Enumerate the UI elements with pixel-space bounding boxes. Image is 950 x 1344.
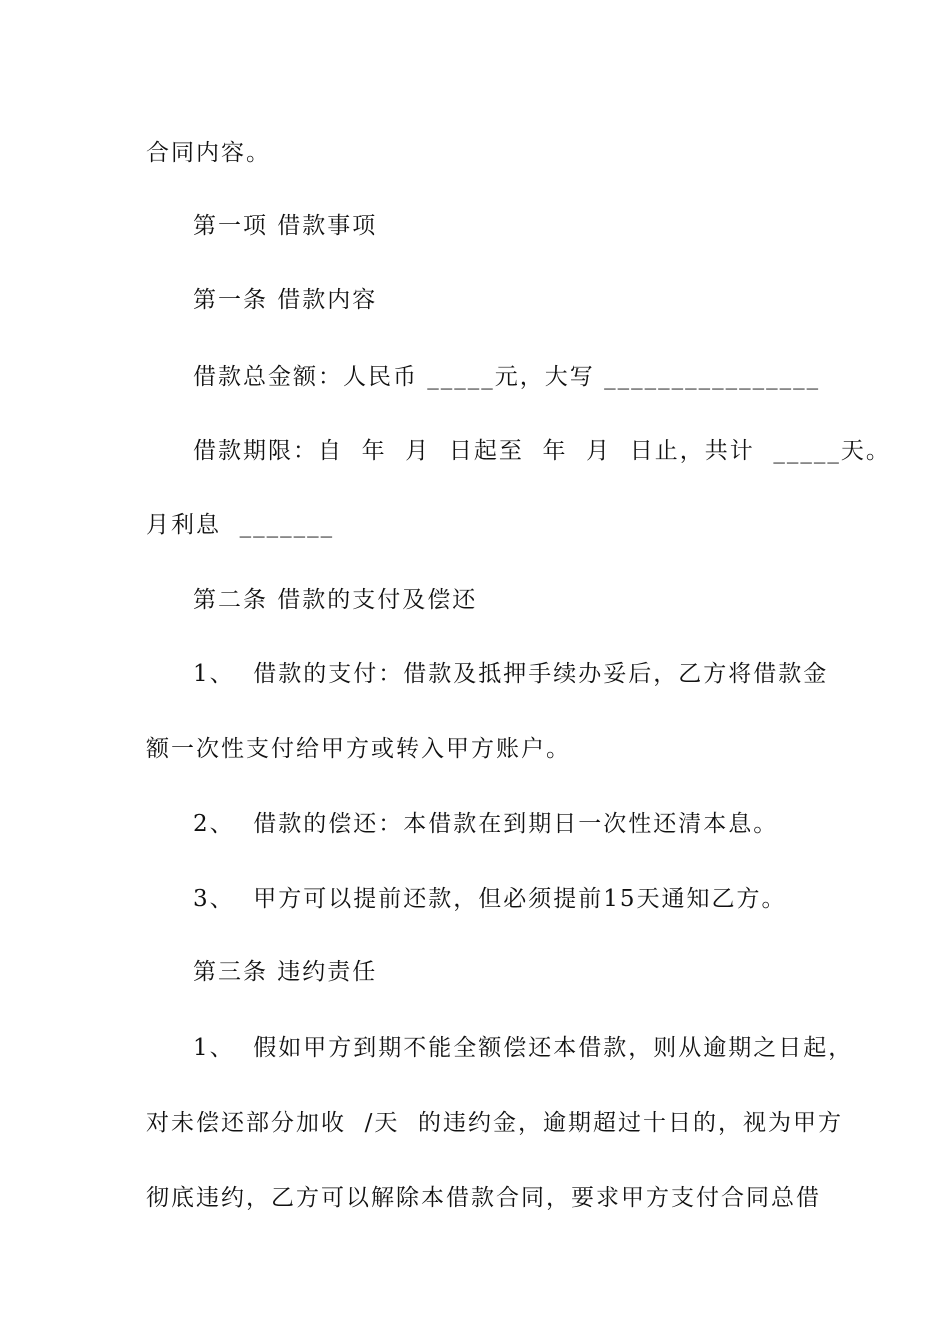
paragraph-loan-amount: 借款总金额：人民币 _____元，大写 ________________ [193,364,821,390]
paragraph-breach-1: 1、 假如甲方到期不能全额偿还本借款，则从逾期之日起， [193,1035,854,1061]
heading-article-two: 第二条 借款的支付及偿还 [193,587,478,613]
paragraph-contract-content: 合同内容。 [146,140,271,166]
heading-article-one: 第一条 借款内容 [193,287,378,313]
paragraph-early-repayment-3: 3、 甲方可以提前还款，但必须提前15天通知乙方。 [193,886,787,912]
paragraph-breach-1-cont-b: 彻底违约，乙方可以解除本借款合同，要求甲方支付合同总借 [146,1185,821,1211]
paragraph-repayment-2: 2、 借款的偿还：本借款在到期日一次性还清本息。 [193,811,779,837]
paragraph-loan-term: 借款期限：自 年 月 日起至 年 月 日止，共计 _____天。 [193,438,891,464]
paragraph-payment-1-cont: 额一次性支付给甲方或转入甲方账户。 [146,736,571,762]
paragraph-monthly-interest: 月利息 _______ [146,512,335,538]
heading-article-three: 第三条 违约责任 [193,959,378,985]
heading-item-one: 第一项 借款事项 [193,213,378,239]
paragraph-payment-1: 1、 借款的支付：借款及抵押手续办妥后，乙方将借款金 [193,661,829,687]
paragraph-breach-1-cont-a: 对未偿还部分加收 /天 的违约金，逾期超过十日的，视为甲方 [146,1110,843,1136]
